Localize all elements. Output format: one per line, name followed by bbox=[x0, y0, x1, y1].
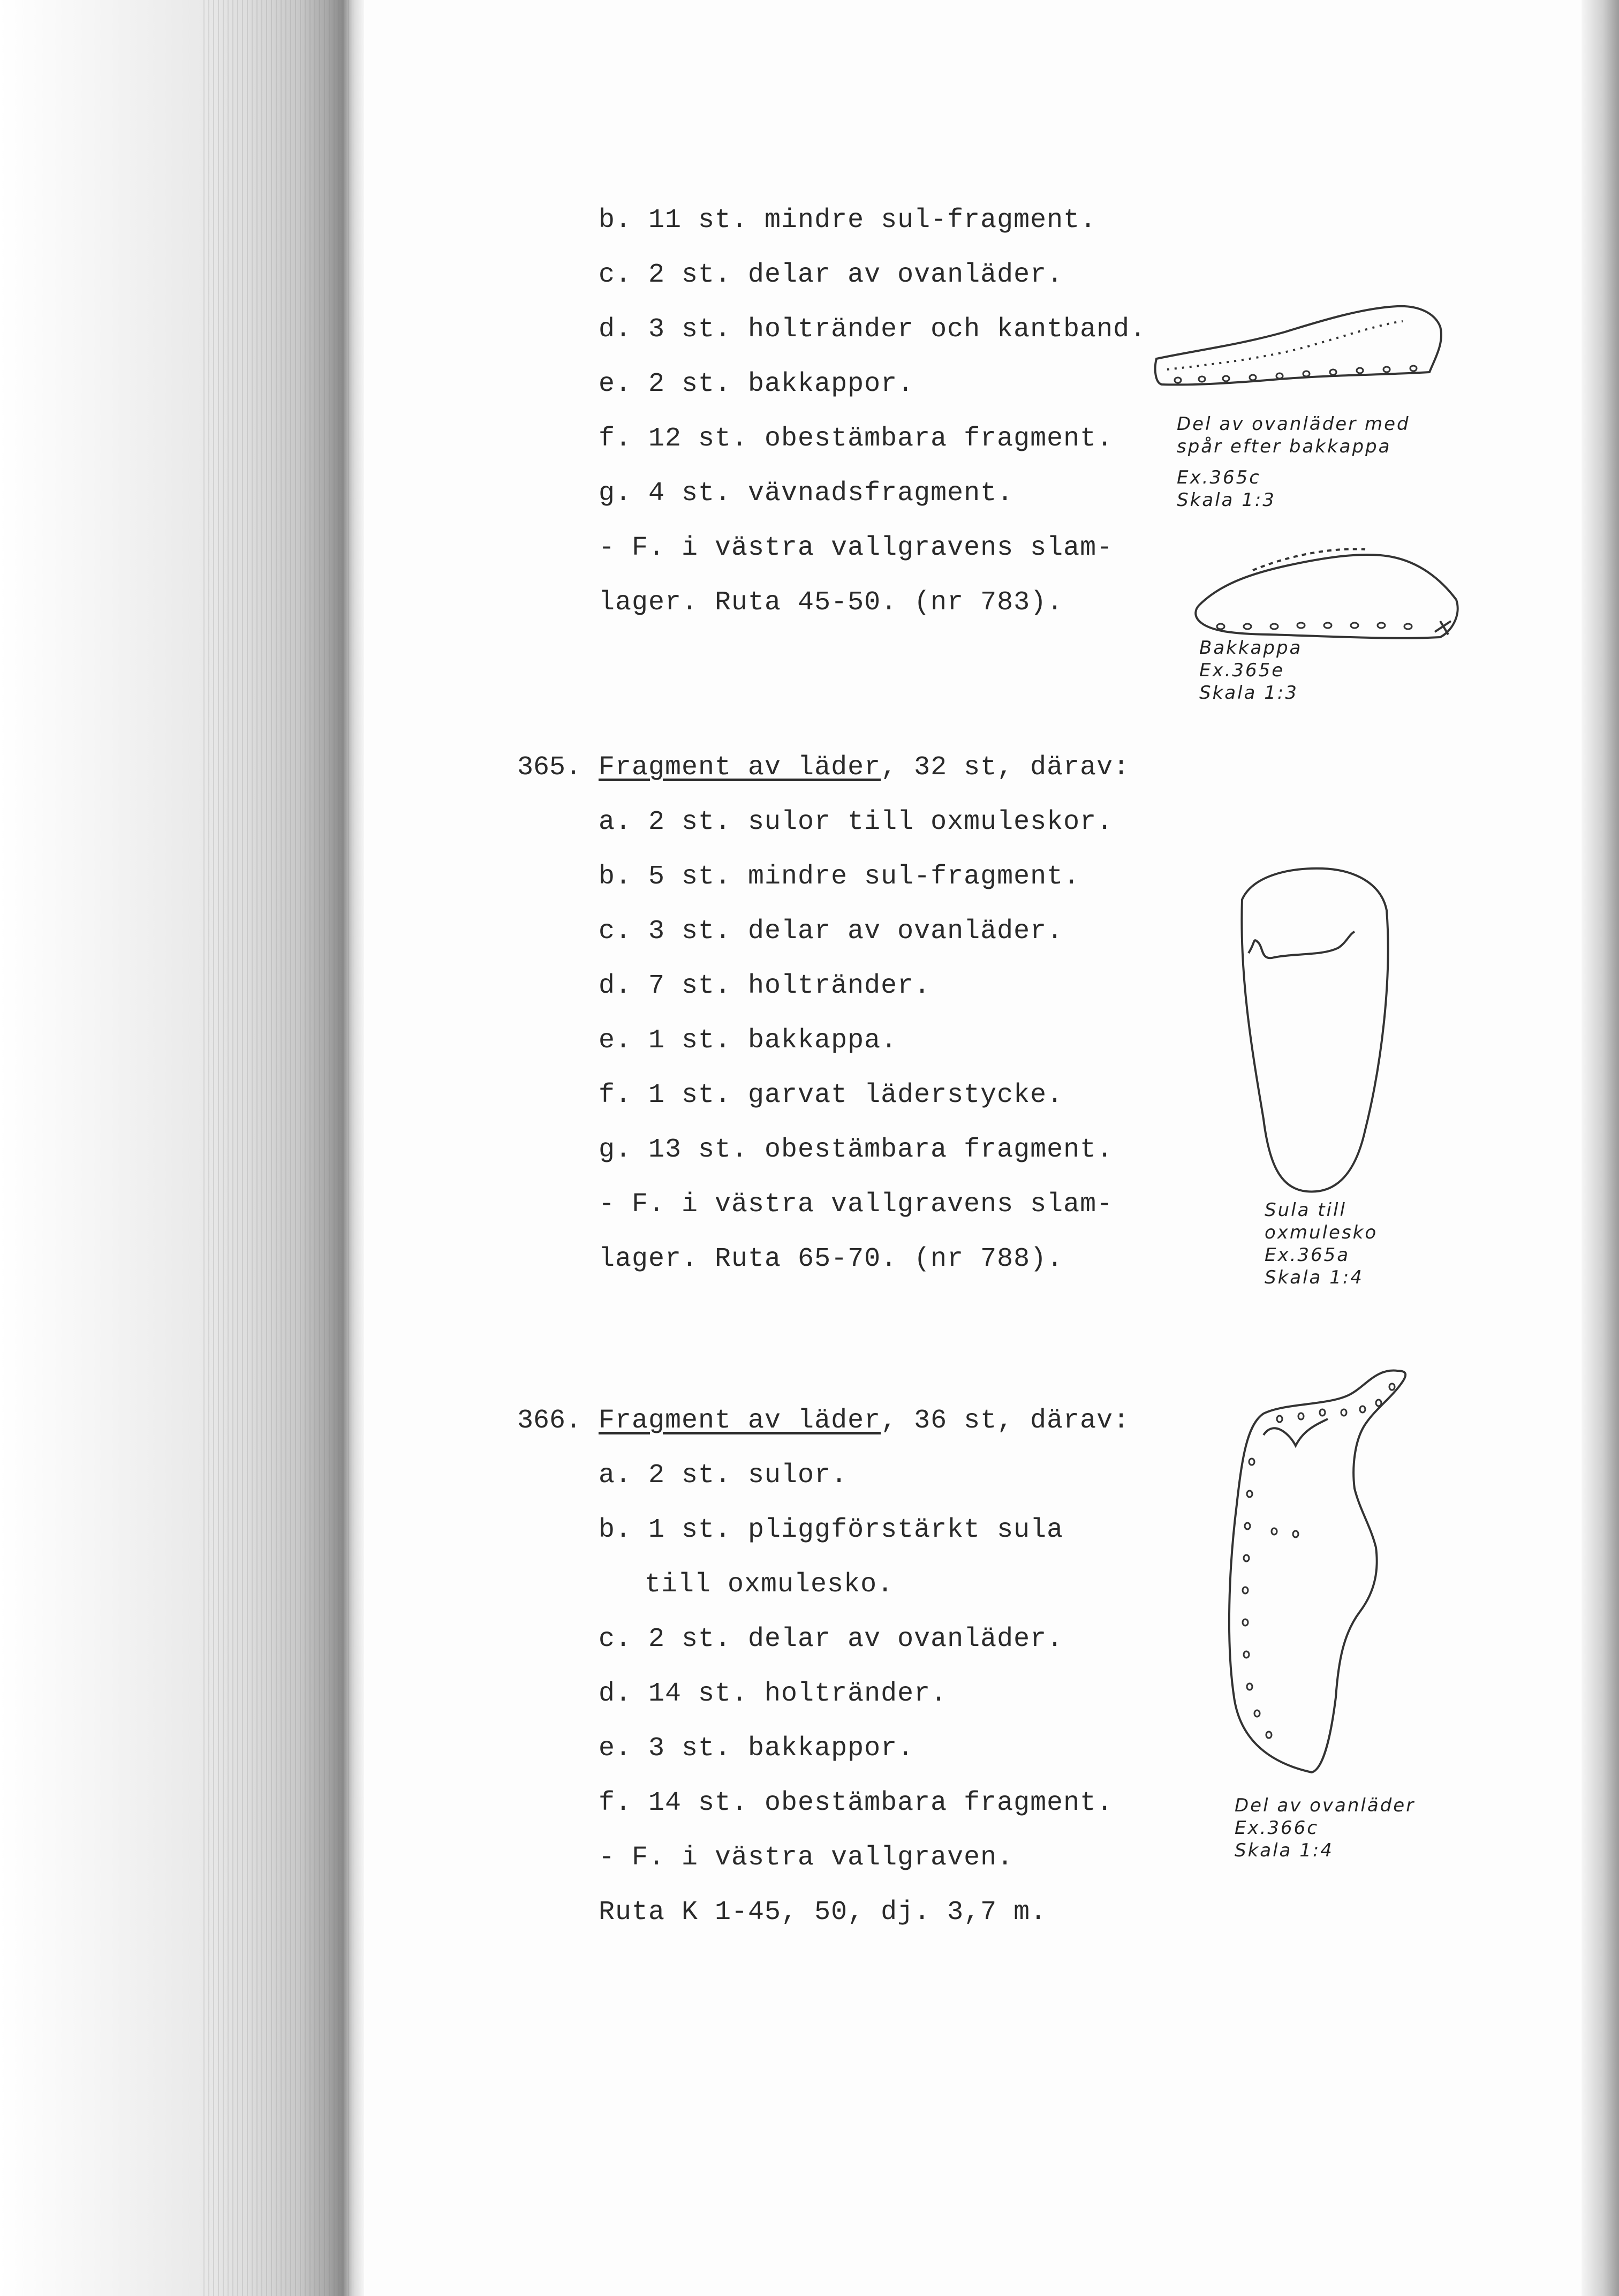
item-line: c. 2 st. delar av ovanläder. bbox=[599, 1624, 1064, 1655]
item-line: d. 14 st. holtränder. bbox=[599, 1679, 948, 1709]
item-line: f. 12 st. obestämbara fragment. bbox=[599, 424, 1114, 454]
figure-caption: Ex.366c bbox=[1235, 1817, 1319, 1839]
sole-sketch bbox=[1231, 862, 1403, 1205]
page-edges bbox=[203, 0, 353, 2296]
item-line: c. 3 st. delar av ovanläder. bbox=[599, 916, 1064, 947]
figure-caption: Ex.365a bbox=[1265, 1244, 1350, 1266]
item-line: e. 3 st. bakkappor. bbox=[599, 1733, 914, 1764]
item-line: f. 1 st. garvat läderstycke. bbox=[599, 1080, 1064, 1111]
item-line: e. 1 st. bakkappa. bbox=[599, 1025, 898, 1056]
figure-caption: oxmulesko bbox=[1265, 1222, 1378, 1243]
item-line: d. 3 st. holtränder och kantband. bbox=[599, 314, 1147, 345]
item-line: g. 4 st. vävnadsfragment. bbox=[599, 478, 1014, 509]
right-page-edge bbox=[1582, 0, 1619, 2296]
entry-title-rest: , 32 st, därav: bbox=[881, 752, 1130, 783]
figure-caption: Skala 1:4 bbox=[1235, 1840, 1334, 1861]
figure-caption: Bakkappa bbox=[1199, 637, 1303, 659]
item-line: - F. i västra vallgravens slam- bbox=[599, 533, 1114, 563]
upper-leather-sketch bbox=[1151, 294, 1451, 402]
entry-title: Fragment av läder bbox=[599, 752, 881, 783]
figure-caption: Ex.365c bbox=[1177, 467, 1261, 488]
heel-counter-sketch bbox=[1189, 541, 1467, 643]
item-line: d. 7 st. holtränder. bbox=[599, 971, 931, 1001]
entry-heading-365 bbox=[599, 752, 1130, 784]
figure-caption: Sula till bbox=[1265, 1199, 1346, 1221]
figure-caption: Skala 1:3 bbox=[1199, 682, 1298, 704]
figure-caption: spår efter bakkappa bbox=[1177, 436, 1391, 457]
item-line: b. 11 st. mindre sul-fragment. bbox=[599, 205, 1097, 236]
upper-leather-sketch-366 bbox=[1215, 1365, 1413, 1794]
item-line: till oxmulesko. bbox=[645, 1569, 894, 1600]
entry-title: Fragment av läder bbox=[599, 1406, 881, 1436]
figure-caption: Skala 1:3 bbox=[1177, 489, 1276, 511]
entry-number-366: 366. bbox=[517, 1406, 582, 1436]
entry-title-rest: , 36 st, därav: bbox=[881, 1406, 1130, 1436]
entry-heading-366 bbox=[599, 1405, 1130, 1437]
figure-caption: Skala 1:4 bbox=[1265, 1267, 1364, 1288]
entry-number-365: 365. bbox=[517, 752, 582, 783]
item-line: b. 5 st. mindre sul-fragment. bbox=[599, 862, 1080, 892]
figure-caption: Ex.365e bbox=[1199, 660, 1285, 681]
item-line: f. 14 st. obestämbara fragment. bbox=[599, 1788, 1114, 1818]
item-line: Ruta K 1-45, 50, dj. 3,7 m. bbox=[599, 1897, 1047, 1928]
item-line: c. 2 st. delar av ovanläder. bbox=[599, 260, 1064, 290]
item-line: g. 13 st. obestämbara fragment. bbox=[599, 1135, 1114, 1165]
item-line: b. 1 st. pliggförstärkt sula bbox=[599, 1515, 1064, 1545]
figure-caption: Del av ovanläder med bbox=[1177, 413, 1410, 435]
item-line: a. 2 st. sulor. bbox=[599, 1460, 848, 1491]
item-line: a. 2 st. sulor till oxmuleskor. bbox=[599, 807, 1114, 837]
item-line: - F. i västra vallgravens slam- bbox=[599, 1189, 1114, 1220]
item-line: e. 2 st. bakkappor. bbox=[599, 369, 914, 399]
figure-caption: Del av ovanläder bbox=[1235, 1795, 1416, 1816]
item-line: lager. Ruta 65-70. (nr 788). bbox=[599, 1244, 1064, 1274]
item-line: lager. Ruta 45-50. (nr 783). bbox=[599, 587, 1064, 618]
item-line: - F. i västra vallgraven. bbox=[599, 1842, 1014, 1873]
